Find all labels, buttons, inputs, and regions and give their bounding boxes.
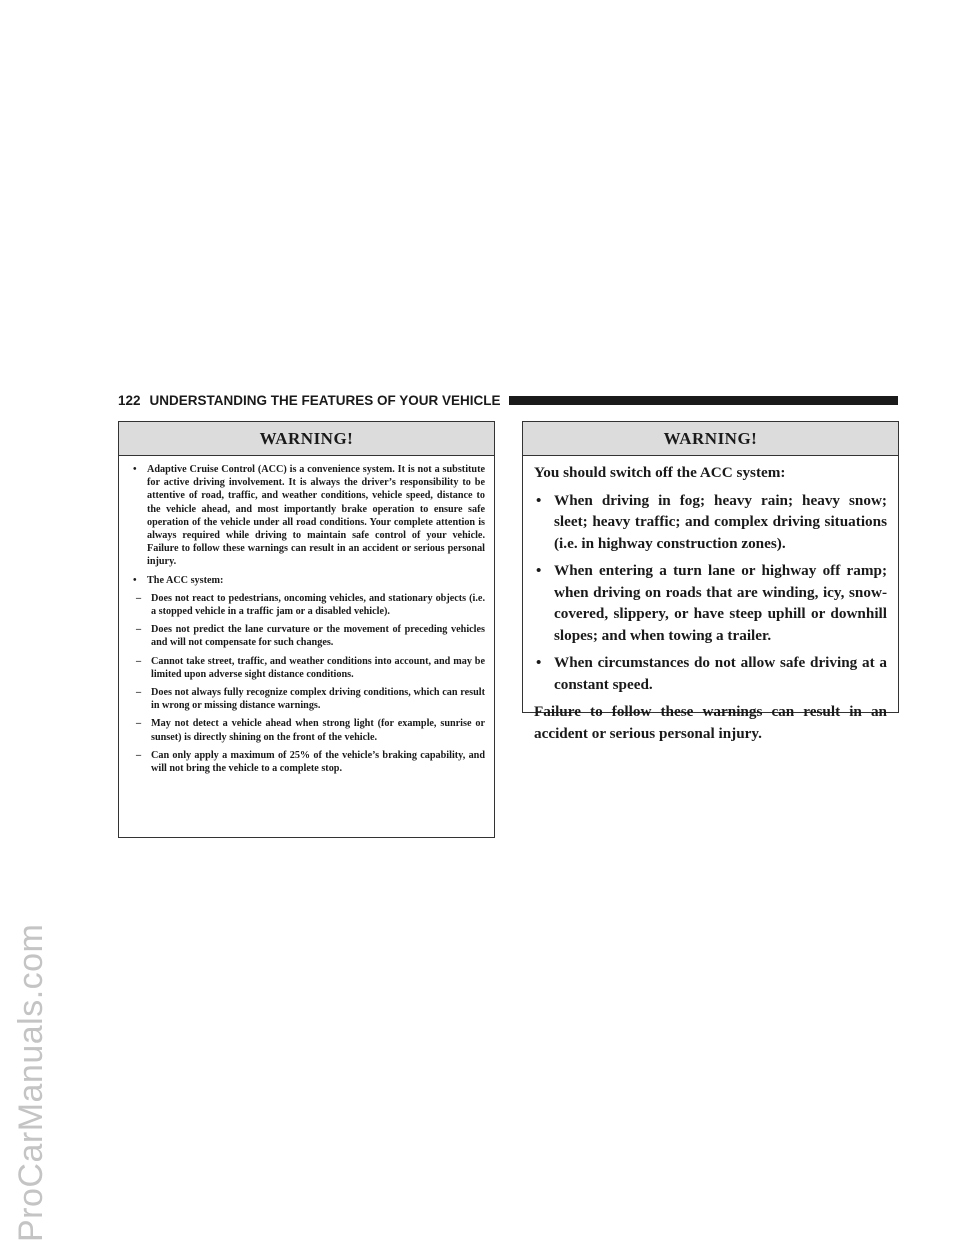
warning-item bbox=[133, 463, 485, 569]
warning-intro: You should switch off the ACC system: bbox=[534, 464, 786, 481]
header-rule bbox=[509, 396, 898, 405]
warning-item-text: Can only apply a maximum of 25% of the vehicle’s braking capability, and will not bring the vehicle to a complete stop. bbox=[151, 749, 485, 775]
warning-title: WARNING! bbox=[119, 422, 494, 456]
warning-title: WARNING! bbox=[523, 422, 898, 456]
dash-mark: – bbox=[136, 624, 142, 636]
warning-item-text: Does not react to pedestrians, oncoming vehicles, and stationary objects (i.e. a stopped vehicle in a traffic jam or a disabled vehicle). bbox=[151, 592, 485, 618]
bullet-mark: • bbox=[536, 562, 542, 579]
warning-item-text: When circumstances do not allow safe driving at a constant speed. bbox=[554, 654, 887, 693]
warning-subitem bbox=[133, 749, 485, 775]
watermark: ProCarManuals.com bbox=[12, 923, 50, 1242]
warning-item-text: Does not always fully recognize complex driving conditions, which can result in wrong or missing distance warnings. bbox=[151, 687, 485, 712]
page-number: 122 bbox=[118, 392, 141, 408]
warning-item-text: May not detect a vehicle ahead when strong light (for example, sunrise or sunset) is directly shining on the front of the vehicle. bbox=[151, 718, 485, 743]
warning-item-text: When driving in fog; heavy rain; heavy snow; sleet; heavy traffic; and complex driving situations (i.e. in highway construction zones). bbox=[554, 491, 887, 552]
warning-item bbox=[534, 652, 887, 695]
warning-box-right bbox=[522, 421, 899, 742]
warning-subitem bbox=[133, 592, 485, 618]
warning-item-text: When entering a turn lane or highway off ramp; when driving on roads that are winding, icy, snow-covered, slippery, or have steep uphill or downhill slopes; and when towing a trailer. bbox=[554, 562, 887, 644]
warning-item bbox=[534, 560, 887, 646]
warning-subitem bbox=[133, 686, 485, 712]
warning-content bbox=[119, 456, 494, 775]
warning-closing: Failure to follow these warnings can result in an accident or serious personal injury. bbox=[534, 703, 887, 742]
warning-subitem bbox=[133, 717, 485, 743]
warning-item bbox=[133, 574, 485, 587]
warning-item-text: The ACC system: bbox=[147, 574, 224, 586]
warning-subitem bbox=[133, 655, 485, 681]
dash-mark: – bbox=[136, 749, 142, 761]
warning-box-left bbox=[118, 421, 495, 838]
warning-subitem bbox=[133, 623, 485, 649]
warning-item-text: Does not predict the lane curvature or the movement of preceding vehicles and will not compensate for such changes. bbox=[151, 624, 485, 649]
warning-content bbox=[523, 456, 898, 744]
warning-item-text: Adaptive Cruise Control (ACC) is a convenience system. It is not a substitute for active driving involvement. It is always the driver’s responsibility to be attentive of road, traffic, and weather conditions, vehicle speed, distance to the vehicle ahead, and most importantly brake operation to ensure safe operation of the vehicle under all road conditions. Your complete attention is always required while driving to maintain safe control of your vehicle. Failure to follow these warnings can result in an accident or serious personal injury. bbox=[147, 464, 485, 568]
dash-mark: – bbox=[136, 655, 142, 667]
warning-item bbox=[534, 490, 887, 555]
warning-item-text: Cannot take street, traffic, and weather conditions into account, and may be limited upon adverse sight distance conditions. bbox=[151, 655, 485, 680]
bullet-mark: • bbox=[536, 491, 542, 509]
dash-mark: – bbox=[136, 592, 142, 604]
page-header bbox=[118, 389, 898, 411]
dash-mark: – bbox=[136, 718, 142, 730]
dash-mark: – bbox=[136, 687, 142, 699]
bullet-mark: • bbox=[133, 574, 137, 586]
bullet-mark: • bbox=[536, 654, 542, 671]
bullet-mark: • bbox=[133, 464, 137, 475]
section-title: UNDERSTANDING THE FEATURES OF YOUR VEHICLE bbox=[149, 392, 501, 408]
